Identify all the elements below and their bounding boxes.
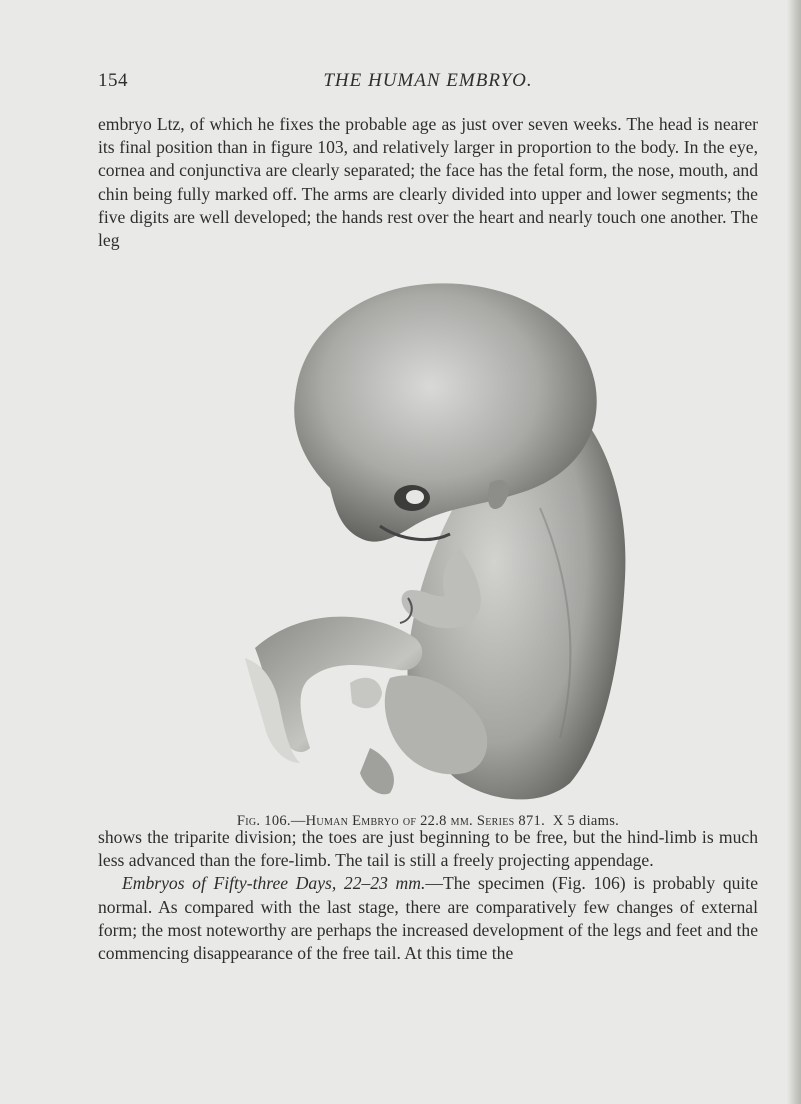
page-edge-shadow	[787, 0, 801, 1104]
embryo-figure	[240, 278, 640, 808]
running-title: THE HUMAN EMBRYO.	[323, 70, 533, 91]
body-paragraph-embryos-53-days	[98, 872, 758, 965]
body-paragraph-continued: shows the triparite division; the toes are just beginning to be free, but the hind-limb is much less advanced than the fore-limb. The tail is still a freely projecting appendage.	[98, 827, 758, 871]
running-head	[98, 70, 758, 98]
caption-main: Human Embryo of 22.8 mm. Series 871.	[305, 813, 545, 829]
caption-scale: X 5 diams.	[552, 813, 620, 829]
page-number: 154	[98, 70, 128, 91]
body-paragraph-top: embryo Ltz, of which he fixes the probable age as just over seven weeks. The head is nearer its final position than in figure 103, and relatively larger in proportion to the body. In the eye, cornea and conjunctiva are clearly separated; the face has the fetal form, the nose, mouth, and chin being fully marked off. The arms are clearly divided into upper and lower segments; the five digits are well developed; the hands rest over the heart and nearly touch one another. The leg	[98, 114, 758, 251]
section-text: —The specimen (Fig. 106) is probably quite normal. As compared with the last stage, there are comparatively few changes of external form; the most noteworthy are perhaps the increased development of the legs and feet and the commencing disappearance of the free tail. At this time the	[98, 873, 758, 964]
caption-prefix: Fig. 106.—	[236, 813, 306, 829]
section-heading: Embryos of Fifty-three Days, 22–23 mm.	[122, 873, 426, 894]
body-after-figure	[98, 826, 758, 965]
embryo-illustration	[240, 278, 640, 808]
